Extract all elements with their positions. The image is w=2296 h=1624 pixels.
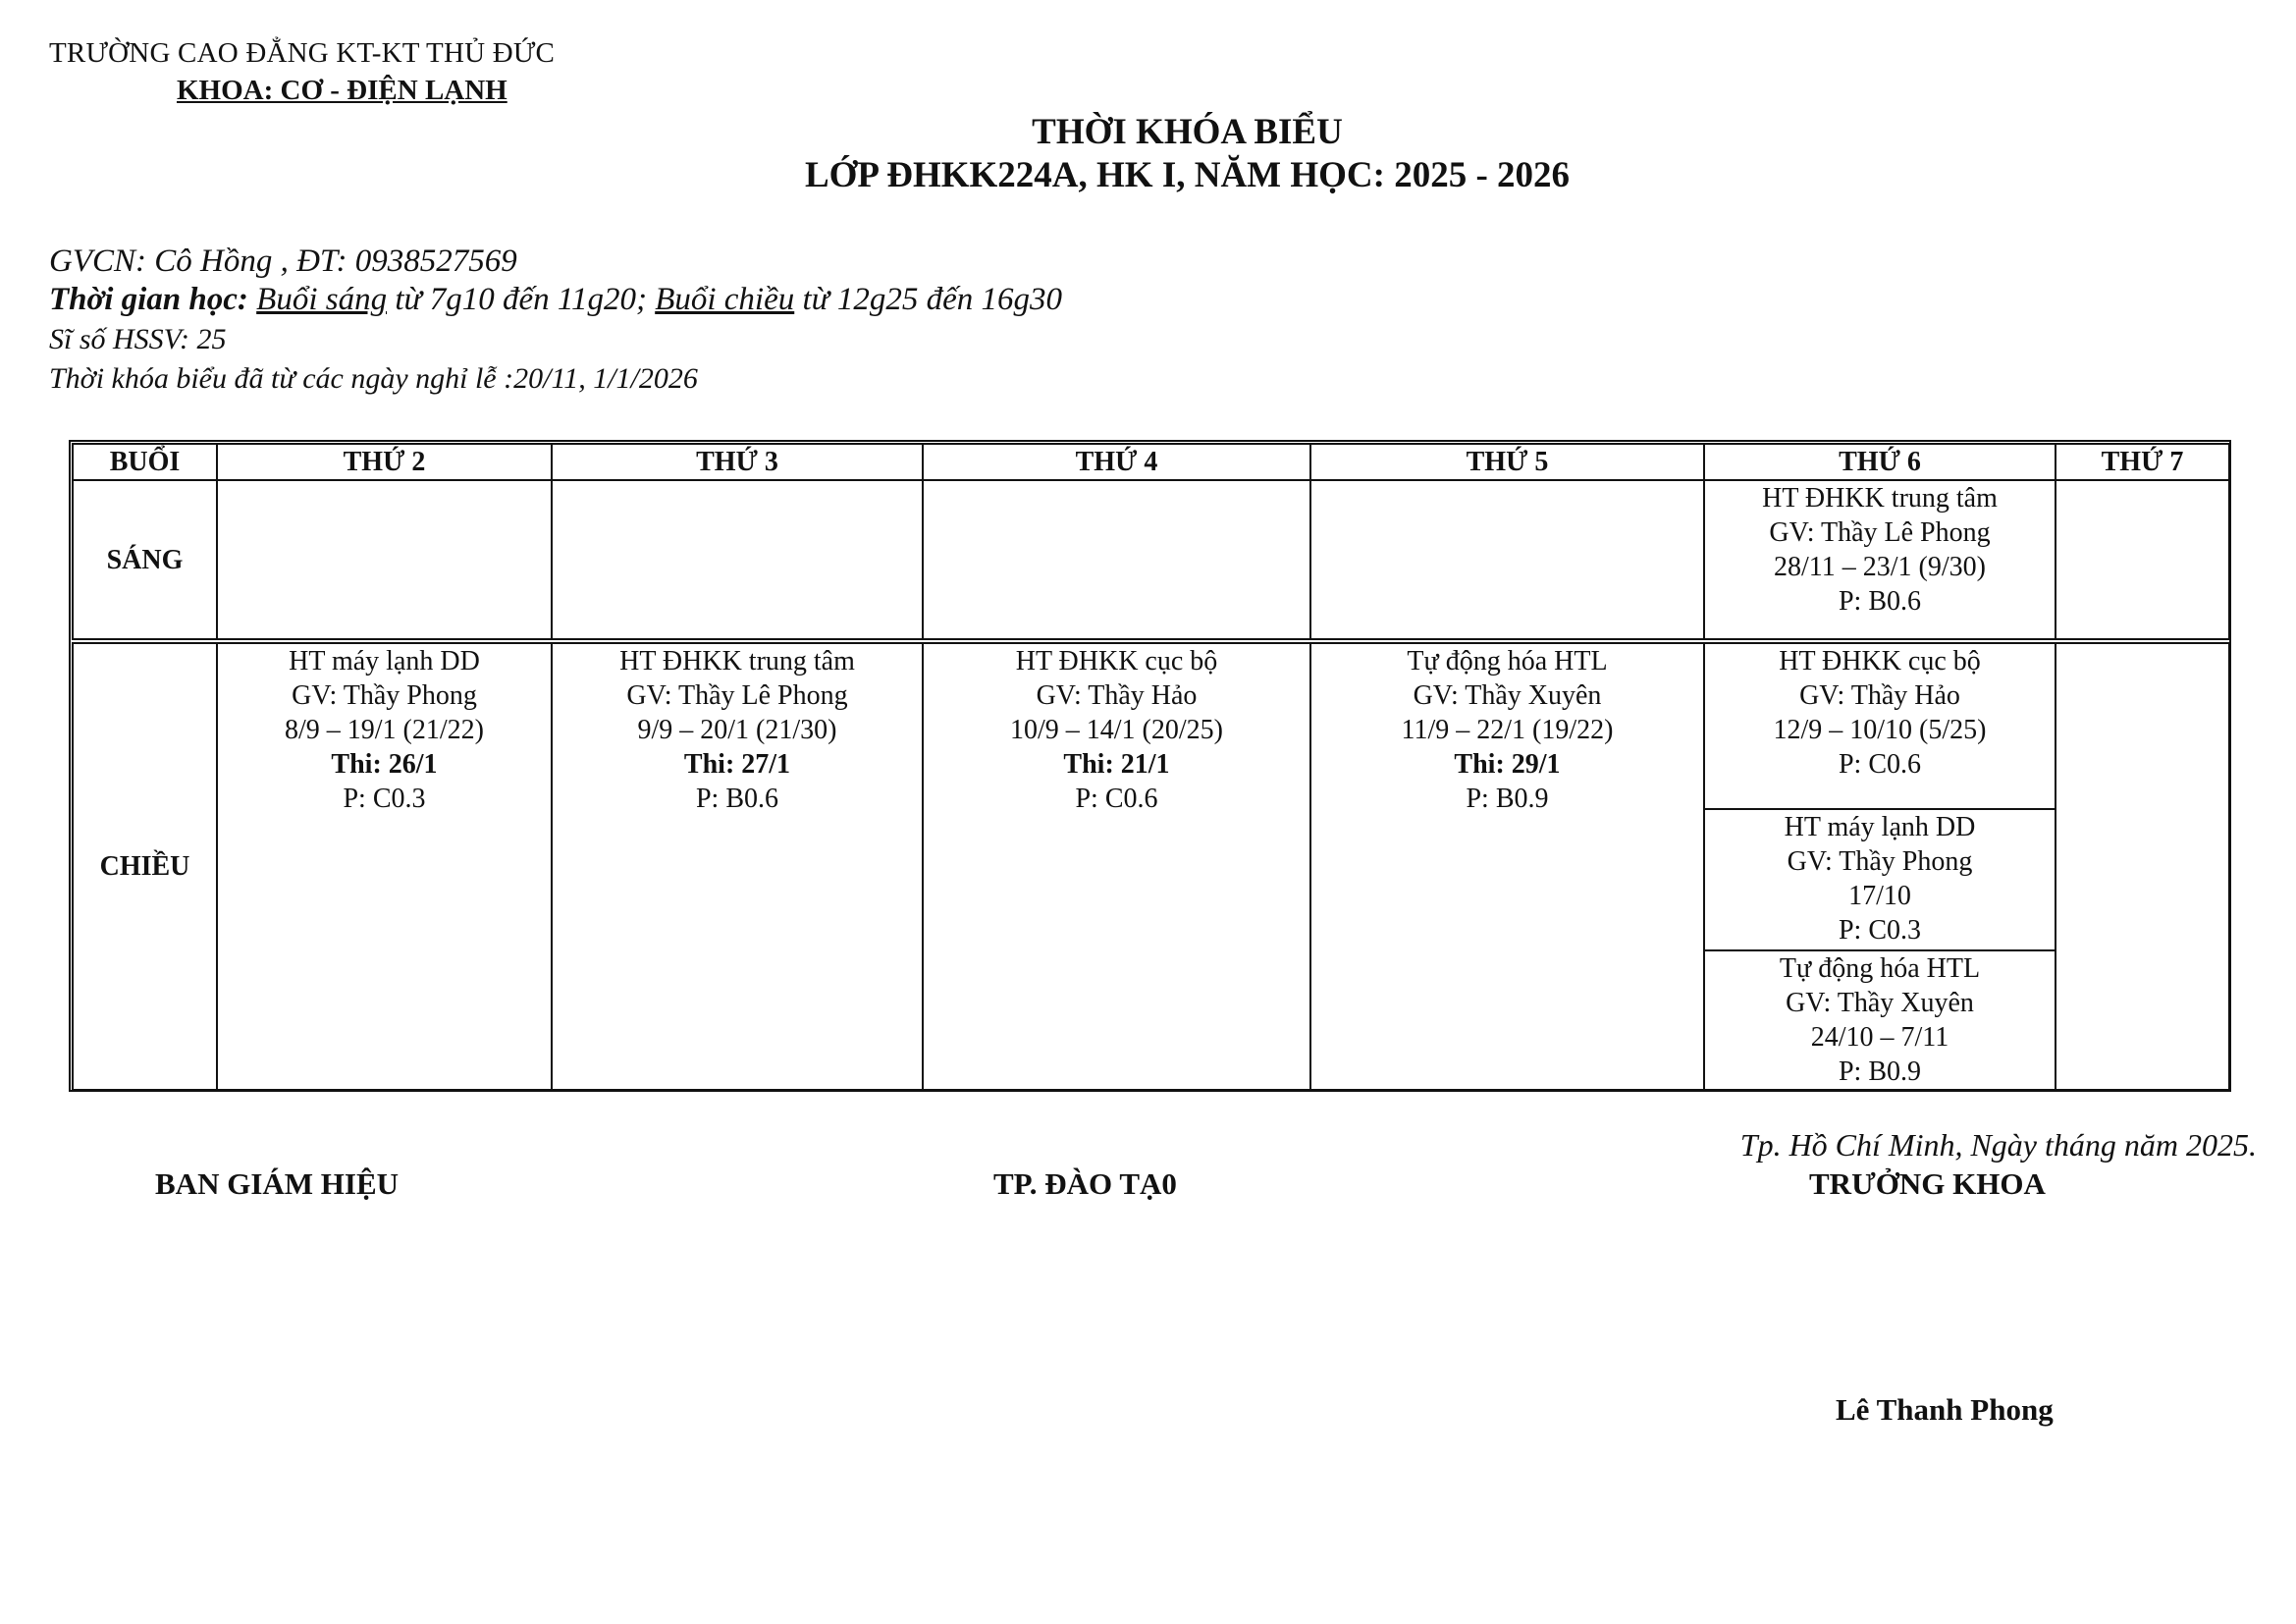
fri-slot-3 (1705, 951, 2055, 1089)
course-dates: 9/9 – 20/1 (21/30) (637, 715, 837, 745)
afternoon-label: Buổi chiều (655, 282, 795, 317)
course-dates: 8/9 – 19/1 (21/22) (285, 715, 484, 745)
header-tue: THỨ 3 (552, 444, 923, 480)
afternoon-row (73, 641, 2229, 1090)
course-teacher: GV: Thầy Phong (292, 680, 477, 711)
afternoon-wed (923, 641, 1310, 1090)
course-teacher: GV: Thầy Lê Phong (626, 680, 848, 711)
signature-board: BAN GIÁM HIỆU (155, 1166, 400, 1201)
course-teacher: GV: Thầy Phong (1787, 846, 1973, 877)
afternoon-thu (1310, 641, 1704, 1090)
course-dates: 28/11 – 23/1 (9/30) (1774, 552, 1986, 582)
place-date-line: Tp. Hồ Chí Minh, Ngày tháng năm 2025. (1739, 1127, 2257, 1163)
course-teacher: GV: Thầy Hảo (1036, 680, 1198, 711)
document-subtitle: LỚP ĐHKK224A, HK I, NĂM HỌC: 2025 - 2026 (804, 155, 1571, 195)
course-exam: Thi: 29/1 (1454, 749, 1561, 780)
afternoon-time: từ 12g25 đến 16g30 (794, 282, 1063, 317)
document-title: THỜI KHÓA BIỂU (1032, 112, 1343, 152)
study-time-label: Thời gian học: (49, 282, 248, 317)
morning-row (73, 480, 2229, 641)
afternoon-fri (1704, 641, 2056, 1090)
afternoon-label-cell: CHIỀU (73, 641, 217, 1090)
signature-training: TP. ĐÀO TẠ0 (993, 1166, 1177, 1201)
dean-name: Lê Thanh Phong (1836, 1392, 2054, 1427)
fri-slot-1 (1705, 644, 2055, 810)
course-dates: 12/9 – 10/10 (5/25) (1773, 715, 1987, 745)
course-teacher: GV: Thầy Lê Phong (1769, 517, 1991, 548)
morning-sat (2056, 480, 2229, 641)
course-exam: Thi: 26/1 (331, 749, 438, 780)
course-teacher: GV: Thầy Xuyên (1786, 988, 1974, 1018)
course-name: HT máy lạnh DD (289, 646, 480, 677)
fri-slot-2 (1705, 810, 2055, 951)
morning-label: Buổi sáng (256, 282, 388, 317)
course-name: HT ĐHKK cục bộ (1779, 646, 1981, 677)
course-name: HT ĐHKK trung tâm (619, 646, 855, 677)
course-room: P: B0.6 (695, 784, 779, 814)
morning-tue (552, 480, 923, 641)
course-room: P: B0.9 (1466, 784, 1549, 814)
course-name: HT ĐHKK trung tâm (1762, 483, 1998, 514)
course-teacher: GV: Thầy Xuyên (1413, 680, 1602, 711)
school-name: TRƯỜNG CAO ĐẲNG KT-KT THỦ ĐỨC (49, 37, 556, 69)
header-thu: THỨ 5 (1310, 444, 1704, 480)
course-teacher: GV: Thầy Hảo (1799, 680, 1960, 711)
course-room: P: B0.9 (1838, 1056, 1922, 1087)
department-name: KHOA: CƠ - ĐIỆN LẠNH (177, 75, 507, 106)
course-dates: 17/10 (1848, 881, 1911, 911)
header-sat: THỨ 7 (2056, 444, 2229, 480)
afternoon-sat (2056, 641, 2229, 1090)
course-exam: Thi: 27/1 (683, 749, 791, 780)
course-name: Tự động hóa HTL (1407, 646, 1608, 677)
morning-fri (1704, 480, 2056, 641)
afternoon-mon (217, 641, 552, 1090)
morning-wed (923, 480, 1310, 641)
morning-label-cell: SÁNG (73, 480, 217, 641)
course-dates: 10/9 – 14/1 (20/25) (1010, 715, 1223, 745)
course-dates: 11/9 – 22/1 (19/22) (1401, 715, 1614, 745)
course-room: P: C0.6 (1075, 784, 1158, 814)
signature-dean: TRƯỞNG KHOA (1809, 1166, 2046, 1201)
morning-mon (217, 480, 552, 641)
course-name: HT ĐHKK cục bộ (1015, 646, 1218, 677)
course-name: HT máy lạnh DD (1784, 812, 1976, 842)
header-row (73, 444, 2229, 480)
afternoon-tue (552, 641, 923, 1090)
header-mon: THỨ 2 (217, 444, 552, 480)
timetable (72, 443, 2230, 1091)
header-fri: THỨ 6 (1704, 444, 2056, 480)
course-room: P: B0.6 (1838, 586, 1922, 617)
course-room: P: C0.3 (343, 784, 426, 814)
header-wed: THỨ 4 (923, 444, 1310, 480)
study-time-info (49, 282, 1062, 318)
student-count: Sĩ số HSSV: 25 (49, 323, 227, 355)
homeroom-teacher-info: GVCN: Cô Hồng , ĐT: 0938527569 (49, 244, 517, 279)
header-session: BUỔI (73, 444, 217, 480)
course-exam: Thi: 21/1 (1063, 749, 1170, 780)
course-name: Tự động hóa HTL (1779, 953, 1981, 984)
morning-thu (1310, 480, 1704, 641)
course-dates: 24/10 – 7/11 (1810, 1022, 1949, 1053)
course-room: P: C0.6 (1838, 749, 1922, 780)
holidays-note: Thời khóa biểu đã từ các ngày nghỉ lễ :20/11, 1/1/2026 (49, 362, 698, 395)
morning-time: từ 7g10 đến 11g20; (387, 282, 656, 317)
course-room: P: C0.3 (1838, 915, 1922, 946)
